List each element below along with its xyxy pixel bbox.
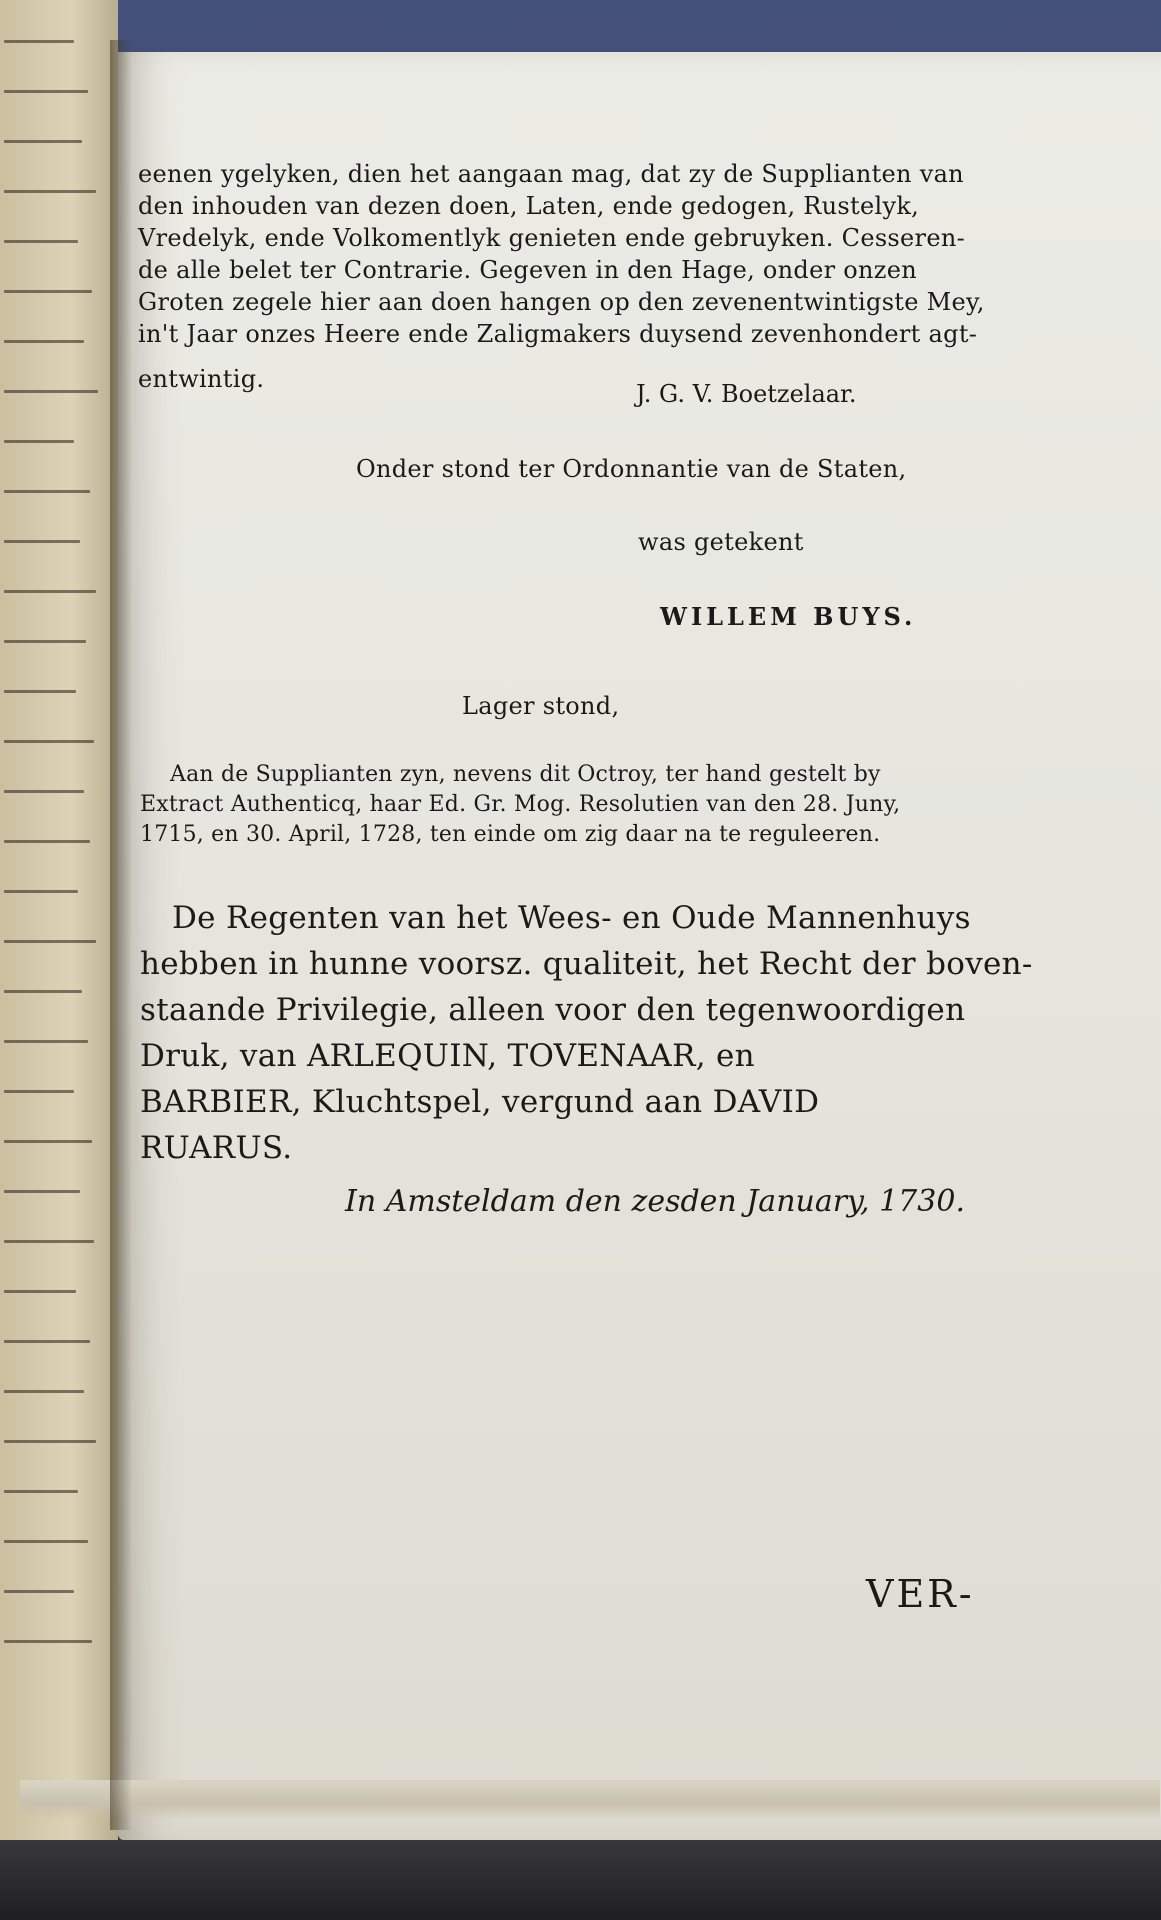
paragraph1-line: in't Jaar onzes Heere ende Zaligmakers duysend zevenhondert agt- xyxy=(138,320,978,348)
paragraph2-line: Extract Authenticq, haar Ed. Gr. Mog. Resolutien van den 28. Juny, xyxy=(140,792,901,817)
paragraph1-line: eenen ygelyken, dien het aangaan mag, dat zy de Supplianten van xyxy=(138,160,964,188)
paragraph1-line: Groten zegele hier aan doen hangen op den zevenentwintigste Mey, xyxy=(138,288,985,316)
paragraph2-line: 1715, en 30. April, 1728, ten einde om zig daar na te reguleeren. xyxy=(140,822,881,847)
paragraph3-line: RUARUS. xyxy=(140,1130,293,1166)
paragraph1-line: den inhouden van dezen doen, Laten, ende gedogen, Rustelyk, xyxy=(138,192,920,220)
catchword: VER- xyxy=(866,1572,975,1616)
was-getekent-line: was getekent xyxy=(638,528,804,556)
paragraph3-line: hebben in hunne voorsz. qualiteit, het Recht der boven- xyxy=(140,946,1033,982)
onder-stond-line: Onder stond ter Ordonnantie van de Staten, xyxy=(356,455,907,483)
paragraph2-line: Aan de Supplianten zyn, nevens dit Octroy, ter hand gestelt by xyxy=(170,762,881,787)
dateline: In Amsteldam den zesden January, 1730. xyxy=(345,1184,965,1219)
paragraph3-line: De Regenten van het Wees- en Oude Mannenhuys xyxy=(172,900,971,936)
signatory-boetzelaar: J. G. V. Boetzelaar. xyxy=(636,380,857,408)
paragraph1-line: entwintig. xyxy=(138,365,265,393)
table-surface xyxy=(0,1835,1161,1920)
lager-stond-line: Lager stond, xyxy=(462,692,620,720)
signatory-willem-buys: WILLEM BUYS. xyxy=(660,602,917,631)
book-gutter xyxy=(110,40,132,1830)
facing-page-edge xyxy=(0,0,118,1840)
paragraph3-line: staande Privilegie, alleen voor den tegenwoordigen xyxy=(140,992,966,1028)
paragraph1-line: Vredelyk, ende Volkomentlyk genieten ende gebruyken. Cesseren- xyxy=(138,224,965,252)
paragraph3-line: BARBIER, Kluchtspel, vergund aan DAVID xyxy=(140,1084,820,1120)
paragraph1-line: de alle belet ter Contrarie. Gegeven in den Hage, onder onzen xyxy=(138,256,918,284)
page-bottom-edge xyxy=(20,1780,1160,1820)
paragraph3-line: Druk, van ARLEQUIN, TOVENAAR, en xyxy=(140,1038,755,1074)
